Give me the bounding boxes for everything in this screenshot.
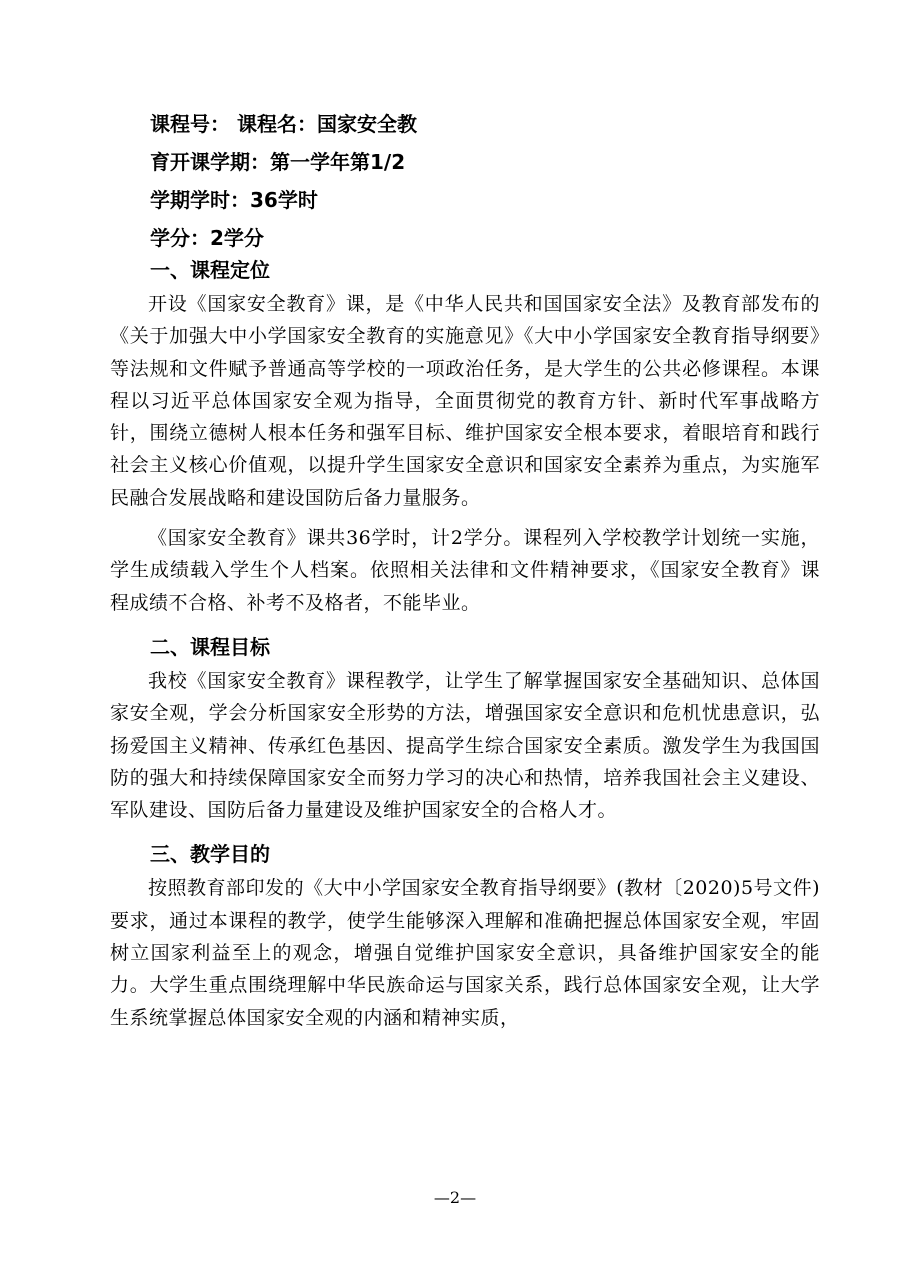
course-hours-line: 学期学时：36学时	[150, 188, 318, 212]
paragraph: 《国家安全教育》课共36学时，计2学分。课程列入学校教学计划统一实施，学生成绩载入学生个人档案。依照相关法律和文件精神要求，《国家安全教育》课程成绩不合格、补考不及格者，不能毕业。	[110, 527, 820, 614]
page-number: —2—	[433, 1188, 477, 1207]
paragraph: 开设《国家安全教育》课，是《中华人民共和国国家安全法》及教育部发布的《关于加强大中小学国家安全教育的实施意见》《大中小学国家安全教育指导纲要》等法规和文件赋予普通高等学校的一项政治任务，是大学生的公共必修课程。本课程以习近平总体国家安全观为指导，全面贯彻党的教育方针、新时代军事战略方针，围绕立德树人根本任务和强军目标、维护国家安全根本要求，着眼培育和践行社会主义核心价值观，以提升学生国家安全意识和国家安全素养为重点，为实施军民融合发展战略和建设国防后备力量服务。	[110, 293, 820, 509]
section-course-positioning	[110, 256, 820, 619]
course-credits-line: 学分：2学分	[150, 226, 264, 250]
paragraph: 按照教育部印发的《大中小学国家安全教育指导纲要》(教材〔2020)5号文件)要求，通过本课程的教学，使学生能够深入理解和准确把握总体国家安全观，牢固树立国家利益至上的观念，增强自觉维护国家安全意识，具备维护国家安全的能力。大学生重点围绕理解中华民族命运与国家关系，践行总体国家安全观，让大学生系统掌握总体国家安全观的内涵和精神实质，	[110, 877, 820, 1029]
course-number-line: 课程号： 课程名：国家安全教	[150, 112, 417, 136]
section-heading: 二、课程目标	[150, 634, 270, 659]
paragraph: 我校《国家安全教育》课程教学，让学生了解掌握国家安全基础知识、总体国家安全观，学会分析国家安全形势的方法，增强国家安全意识和危机忧患意识，弘扬爱国主义精神、传承红色基因、提高学生综合国家安全素质。激发学生为我国国防的强大和持续保障国家安全而努力学习的决心和热情，培养我国社会主义建设、军队建设、国防后备力量建设及维护国家安全的合格人才。	[110, 669, 820, 822]
course-term-line: 育开课学期：第一学年第1/2	[150, 150, 406, 174]
section-course-objectives	[110, 633, 820, 826]
section-heading: 三、教学目的	[150, 842, 270, 867]
document-page	[110, 110, 820, 1042]
section-teaching-purpose	[110, 840, 820, 1033]
section-heading: 一、课程定位	[150, 258, 270, 282]
